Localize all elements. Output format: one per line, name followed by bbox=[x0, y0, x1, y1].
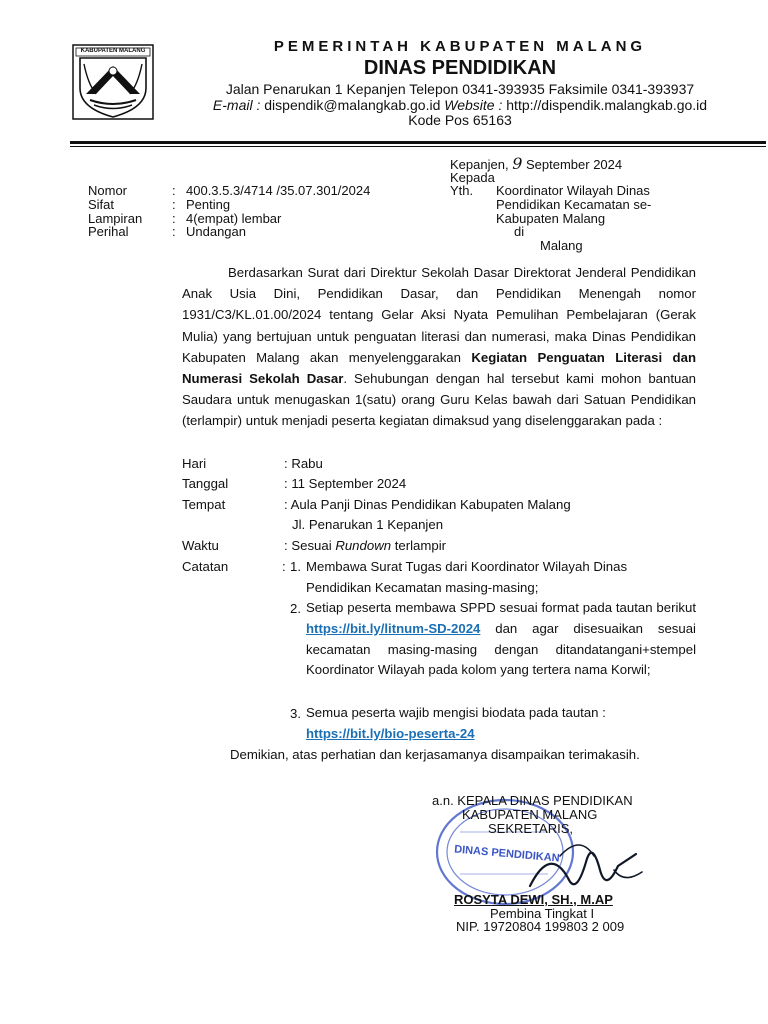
perihal-label: Perihal bbox=[88, 224, 129, 239]
sppd-format-link[interactable]: https://bit.ly/litnum-SD-2024 bbox=[306, 620, 481, 636]
office-name: DINAS PENDIDIKAN bbox=[363, 57, 557, 79]
date-place: Kepanjen, bbox=[450, 157, 509, 172]
body-text-b: . Sehubungan dengan hal tersebut kami mohon bantuan Saudara untuk menugaskan 1(satu) orang Guru Kelas bawah dari Satuan Pendidikan (terlampir) untuk menjadi peserta kegiatan dimaksud yang diselenggarakan pada : bbox=[182, 371, 696, 429]
tempat-label: Tempat bbox=[182, 497, 226, 512]
body-paragraph bbox=[182, 262, 696, 432]
tempat-value: : Aula Panji Dinas Pendidikan Kabupaten Malang bbox=[284, 497, 571, 512]
nomor-colon: : bbox=[172, 183, 176, 198]
note-2-text-a: Setiap peserta membawa SPPD sesuai format pada tautan berikut bbox=[306, 600, 696, 615]
note-1-line-2: Pendidikan Kecamatan masing-masing; bbox=[306, 580, 539, 595]
stamp-text: DINAS PENDIDIKAN bbox=[453, 843, 561, 865]
sifat-colon: : bbox=[172, 197, 176, 212]
meta-lampiran bbox=[88, 212, 428, 226]
note-2-text bbox=[306, 598, 696, 681]
biodata-link[interactable]: https://bit.ly/bio-peserta-24 bbox=[306, 725, 475, 741]
date-month-year: September 2024 bbox=[526, 157, 623, 172]
lampiran-label: Lampiran bbox=[88, 211, 143, 226]
recipient-kepada: Kepada bbox=[450, 170, 495, 185]
lampiran-value: 4(empat) lembar bbox=[186, 211, 282, 226]
recipient-yth: Yth. bbox=[450, 183, 474, 198]
signer-nip: NIP. 19720804 199803 2 009 bbox=[456, 919, 625, 934]
waktu-value bbox=[284, 538, 446, 553]
hari-value: : Rabu bbox=[284, 456, 323, 471]
tanggal-label: Tanggal bbox=[182, 476, 229, 491]
date-day-handwritten: 9 bbox=[512, 154, 523, 173]
note-3-number: 3. bbox=[290, 706, 301, 721]
office-address: Jalan Penarukan 1 Kepanjen Telepon 0341-393935 Faksimile 0341-393937 bbox=[225, 81, 695, 97]
government-name: PEMERINTAH KABUPATEN MALANG bbox=[273, 38, 647, 55]
header-divider-thin bbox=[70, 146, 766, 147]
lampiran-colon: : bbox=[172, 211, 176, 226]
note-2-number: 2. bbox=[290, 601, 301, 616]
regency-crest-logo bbox=[72, 44, 154, 120]
waktu-italic: Rundown bbox=[335, 538, 392, 553]
sifat-label: Sifat bbox=[88, 197, 115, 212]
meta-nomor bbox=[88, 184, 428, 198]
note-1-number: 1. bbox=[290, 559, 301, 574]
postal-code: Kode Pos 65163 bbox=[408, 112, 512, 128]
recipient-line1: Koordinator Wilayah Dinas bbox=[496, 183, 650, 198]
note-3-text bbox=[306, 703, 696, 745]
sign-line-2: KABUPATEN MALANG bbox=[462, 807, 598, 822]
email-address: dispendik@malangkab.go.id bbox=[264, 97, 441, 113]
waktu-label: Waktu bbox=[182, 538, 219, 553]
website-label: Website : bbox=[444, 97, 503, 113]
tempat-value-2: Jl. Penarukan 1 Kepanjen bbox=[292, 517, 444, 532]
waktu-suffix: terlampir bbox=[394, 538, 447, 553]
meta-perihal bbox=[88, 225, 428, 239]
nomor-label: Nomor bbox=[88, 183, 128, 198]
contact-line bbox=[150, 97, 768, 113]
recipient-line2: Pendidikan Kecamatan se- bbox=[496, 197, 652, 212]
nomor-value: 400.3.5.3/4714 /35.07.301/2024 bbox=[186, 183, 371, 198]
recipient-line3: Kabupaten Malang bbox=[496, 211, 606, 226]
meta-sifat bbox=[88, 198, 428, 212]
note-3-text-a: Semua peserta wajib mengisi biodata pada tautan : bbox=[306, 705, 606, 720]
email-label: E-mail : bbox=[212, 97, 261, 113]
sign-line-3: SEKRETARIS, bbox=[488, 821, 574, 836]
signer-name: ROSYTA DEWI, SH., M.AP bbox=[454, 892, 613, 907]
catatan-label: Catatan bbox=[182, 559, 229, 574]
sign-line-1: a.n. KEPALA DINAS PENDIDIKAN bbox=[432, 793, 633, 808]
perihal-colon: : bbox=[172, 224, 176, 239]
note-2-text-b: dan agar disesuaikan sesuai kecamatan masing-masing dengan ditandatangani+stempel Koordinator Wilayah pada kolom yang tertera nama Korwil; bbox=[306, 620, 696, 678]
header-divider-thick bbox=[70, 141, 766, 144]
note-1-line-1: Membawa Surat Tugas dari Koordinator Wilayah Dinas bbox=[306, 559, 628, 574]
body-text-a: Berdasarkan Surat dari Direktur Sekolah Dasar Direktorat Jenderal Pendidikan Anak Usia Dini, Pendidikan Dasar, dan Pendidikan Menengah nomor 1931/C3/KL.01.00/2024 tentang Gelar Aksi Nyata Pemulihan Pembelajaran (Gerak Mulia) yang bertujuan untuk penguatan literasi dan numerasi, maka Dinas Pendidikan Kabupaten Malang akan menyelenggarakan bbox=[182, 265, 696, 365]
perihal-value: Undangan bbox=[186, 224, 246, 239]
website-url: http://dispendik.malangkab.go.id bbox=[506, 97, 708, 113]
sifat-value: Penting bbox=[186, 197, 231, 212]
catatan-colon: : bbox=[282, 559, 286, 574]
crest-caption: KABUPATEN MALANG bbox=[80, 48, 146, 54]
tanggal-value: : 11 September 2024 bbox=[284, 476, 407, 491]
closing-sentence: Demikian, atas perhatian dan kerjasamanya disampaikan terimakasih. bbox=[230, 747, 640, 762]
recipient-di: di bbox=[514, 224, 525, 239]
body-text-bold: Kegiatan Penguatan Literasi dan Numerasi Sekolah Dasar bbox=[182, 349, 696, 387]
signer-rank: Pembina Tingkat I bbox=[490, 906, 595, 921]
hari-label: Hari bbox=[182, 456, 207, 471]
waktu-prefix: : Sesuai bbox=[284, 538, 332, 553]
recipient-city: Malang bbox=[540, 238, 583, 253]
